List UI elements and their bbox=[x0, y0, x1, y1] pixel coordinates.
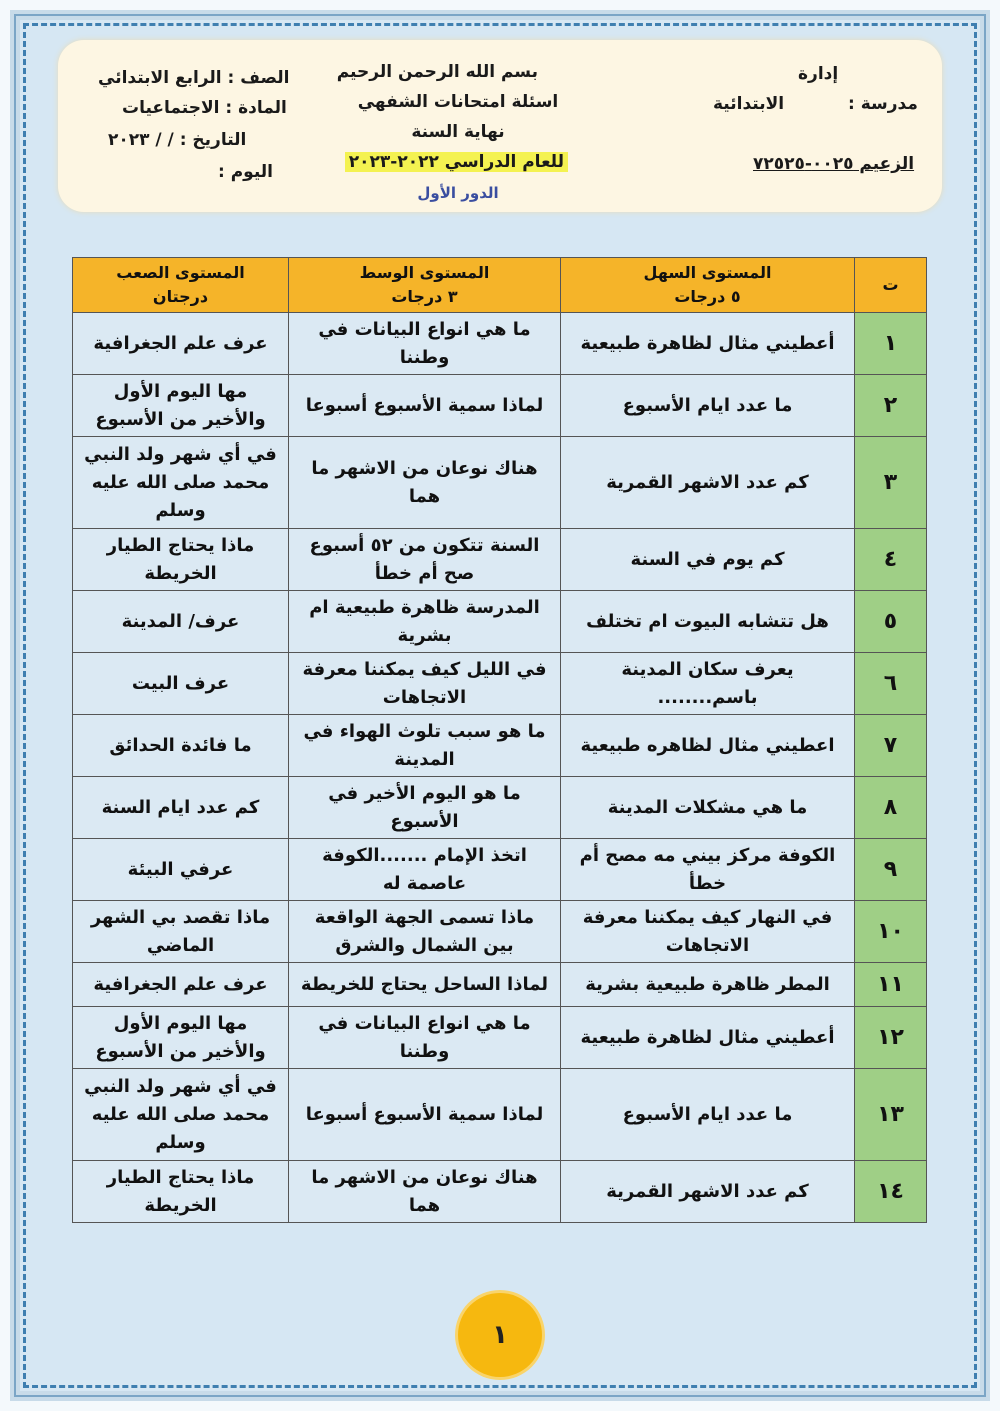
row-number: ٣ bbox=[855, 437, 927, 529]
hard-question: عرفي البيئة bbox=[73, 839, 289, 901]
day-label: اليوم : bbox=[218, 162, 273, 182]
row-number: ١٢ bbox=[855, 1007, 927, 1069]
row-number: ١٣ bbox=[855, 1069, 927, 1161]
easy-question: المطر ظاهرة طبيعية بشرية bbox=[561, 963, 855, 1007]
hard-question: عرف علم الجغرافية bbox=[73, 963, 289, 1007]
row-number: ١٠ bbox=[855, 901, 927, 963]
medium-question: في الليل كيف يمكننا معرفة الاتجاهات bbox=[289, 653, 561, 715]
admin-label: إدارة bbox=[798, 64, 839, 84]
table-row bbox=[73, 1007, 927, 1069]
medium-question: هناك نوعان من الاشهر ما هما bbox=[289, 437, 561, 529]
exam-subtitle: نهاية السنة bbox=[411, 122, 505, 142]
table-row bbox=[73, 591, 927, 653]
table-row bbox=[73, 437, 927, 529]
row-number: ٤ bbox=[855, 529, 927, 591]
easy-question: أعطيني مثال لظاهرة طبيعية bbox=[561, 313, 855, 375]
header-box bbox=[58, 40, 942, 212]
row-number: ١١ bbox=[855, 963, 927, 1007]
header-hard: المستوى الصعب درجتان bbox=[73, 258, 289, 313]
row-number: ٨ bbox=[855, 777, 927, 839]
header-medium: المستوى الوسط ٣ درجات bbox=[289, 258, 561, 313]
easy-question: الكوفة مركز بيني مه مصح أم خطأ bbox=[561, 839, 855, 901]
easy-question: اعطيني مثال لظاهره طبيعية bbox=[561, 715, 855, 777]
row-number: ١٤ bbox=[855, 1161, 927, 1223]
table-row bbox=[73, 715, 927, 777]
exam-title: اسئلة امتحانات الشفهي bbox=[357, 92, 559, 112]
hard-question: في أي شهر ولد النبي محمد صلى الله عليه وسلم bbox=[73, 1069, 289, 1161]
easy-question: ما عدد ايام الأسبوع bbox=[561, 1069, 855, 1161]
table-row bbox=[73, 839, 927, 901]
easy-question: ما هي مشكلات المدينة bbox=[561, 777, 855, 839]
grade-label: الصف : الرابع الابتدائي bbox=[98, 68, 290, 88]
table-row bbox=[73, 1161, 927, 1223]
medium-question: ما هو اليوم الأخير في الأسبوع bbox=[289, 777, 561, 839]
row-number: ٧ bbox=[855, 715, 927, 777]
school-type: الابتدائية bbox=[713, 94, 785, 114]
hard-question: عرف/ المدينة bbox=[73, 591, 289, 653]
easy-question: كم عدد الاشهر القمرية bbox=[561, 1161, 855, 1223]
easy-question: ما عدد ايام الأسبوع bbox=[561, 375, 855, 437]
medium-question: هناك نوعان من الاشهر ما هما bbox=[289, 1161, 561, 1223]
table-row bbox=[73, 529, 927, 591]
medium-question: لماذا سمية الأسبوع أسبوعا bbox=[289, 1069, 561, 1161]
school-label: مدرسة : bbox=[848, 94, 918, 114]
questions-table bbox=[72, 257, 927, 1223]
medium-question: لماذا سمية الأسبوع أسبوعا bbox=[289, 375, 561, 437]
table-row bbox=[73, 901, 927, 963]
hard-question: عرف البيت bbox=[73, 653, 289, 715]
medium-question: ما هو سبب تلوث الهواء في المدينة bbox=[289, 715, 561, 777]
hard-question: ماذا تقصد بي الشهر الماضي bbox=[73, 901, 289, 963]
row-number: ٦ bbox=[855, 653, 927, 715]
hard-question: مها اليوم الأول والأخير من الأسبوع bbox=[73, 375, 289, 437]
easy-question: هل تتشابه البيوت ام تختلف bbox=[561, 591, 855, 653]
basmala: بسم الله الرحمن الرحيم bbox=[336, 62, 538, 82]
table-row bbox=[73, 375, 927, 437]
easy-question: كم عدد الاشهر القمرية bbox=[561, 437, 855, 529]
hard-question: عرف علم الجغرافية bbox=[73, 313, 289, 375]
table-row bbox=[73, 313, 927, 375]
medium-question: ما هي انواع البيانات في وطننا bbox=[289, 1007, 561, 1069]
header-num: ت bbox=[855, 258, 927, 313]
hard-question: في أي شهر ولد النبي محمد صلى الله عليه وسلم bbox=[73, 437, 289, 529]
hard-question: مها اليوم الأول والأخير من الأسبوع bbox=[73, 1007, 289, 1069]
page-number-badge: ١ bbox=[458, 1293, 542, 1377]
header-easy: المستوى السهل ٥ درجات bbox=[561, 258, 855, 313]
medium-question: اتخذ الإمام .......الكوفة عاصمة له bbox=[289, 839, 561, 901]
medium-question: السنة تتكون من ٥٢ أسبوع صح أم خطأ bbox=[289, 529, 561, 591]
hard-question: ما فائدة الحدائق bbox=[73, 715, 289, 777]
date-label: التاريخ : / / ٢٠٢٣ bbox=[108, 130, 247, 150]
hard-question: ماذا يحتاج الطيار الخريطة bbox=[73, 529, 289, 591]
easy-question: أعطيني مثال لظاهرة طبيعية bbox=[561, 1007, 855, 1069]
medium-question: ما هي انواع البيانات في وطننا bbox=[289, 313, 561, 375]
school-phone: الزعيم ٠٠٢٥-٧٢٥٢٥ bbox=[753, 154, 915, 174]
table-row bbox=[73, 777, 927, 839]
table-header-row bbox=[73, 258, 927, 313]
row-number: ٥ bbox=[855, 591, 927, 653]
table-row bbox=[73, 1069, 927, 1161]
medium-question: لماذا الساحل يحتاج للخريطة bbox=[289, 963, 561, 1007]
row-number: ٩ bbox=[855, 839, 927, 901]
easy-question: كم يوم في السنة bbox=[561, 529, 855, 591]
exam-round: الدور الأول bbox=[417, 184, 499, 202]
table-row bbox=[73, 963, 927, 1007]
easy-question: في النهار كيف يمكننا معرفة الاتجاهات bbox=[561, 901, 855, 963]
medium-question: المدرسة ظاهرة طبيعية ام بشرية bbox=[289, 591, 561, 653]
hard-question: كم عدد ايام السنة bbox=[73, 777, 289, 839]
hard-question: ماذا يحتاج الطيار الخريطة bbox=[73, 1161, 289, 1223]
table-row bbox=[73, 653, 927, 715]
medium-question: ماذا تسمى الجهة الواقعة بين الشمال والشرق bbox=[289, 901, 561, 963]
easy-question: يعرف سكان المدينة باسم........ bbox=[561, 653, 855, 715]
row-number: ٢ bbox=[855, 375, 927, 437]
academic-year: للعام الدراسي ٢٠٢٢-٢٠٢٣ bbox=[345, 152, 568, 172]
row-number: ١ bbox=[855, 313, 927, 375]
subject-label: المادة : الاجتماعيات bbox=[122, 98, 287, 118]
